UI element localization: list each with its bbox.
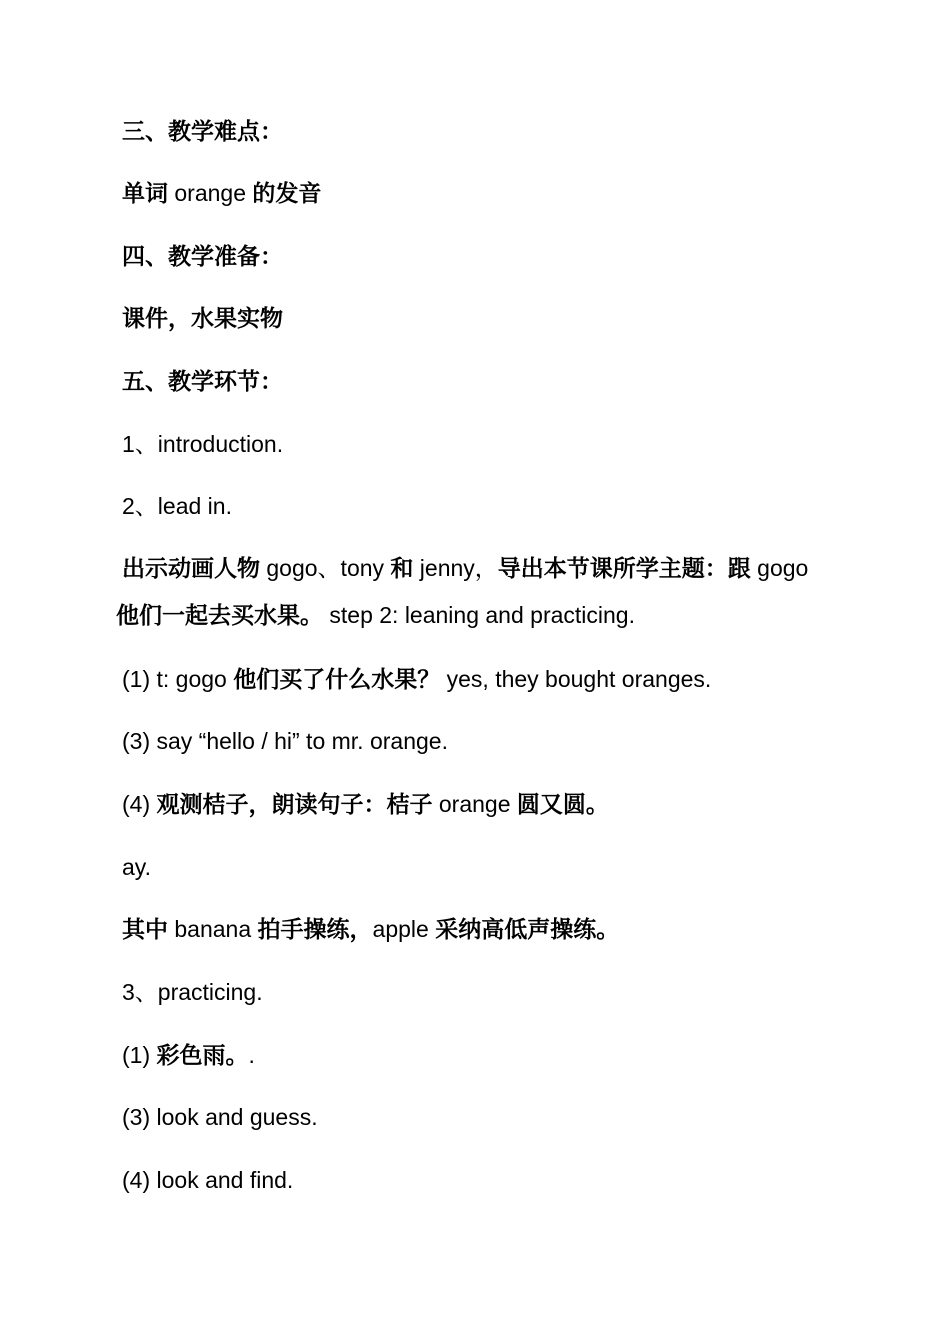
text-segment: apple	[372, 916, 436, 942]
text-segment: orange	[168, 180, 253, 206]
text-segment: gogo	[750, 555, 809, 581]
text-segment: 导出本节课所学主题：跟	[497, 555, 751, 581]
text-segment: 观测桔子，朗读句子：桔子	[156, 791, 433, 817]
text-segment: (1) t: gogo	[122, 666, 234, 692]
practicing-item-3: (3) look and guess.	[122, 1104, 318, 1130]
practice-item-4	[122, 789, 609, 819]
heading-teaching-preparation: 四、教学准备：	[122, 243, 283, 269]
text-segment: yes, they bought oranges.	[440, 666, 712, 692]
text-segment: .	[248, 1042, 255, 1068]
text-segment: 圆又圆。	[516, 791, 609, 817]
practicing-item-4: (4) look and find.	[122, 1167, 294, 1193]
text-segment: step 2: leaning and practicing.	[323, 602, 635, 628]
step-lead-in: 2、lead in.	[122, 493, 232, 519]
text-segment: (4)	[122, 791, 157, 817]
practicing-item-1	[122, 1040, 255, 1070]
heading-teaching-steps: 五、教学环节：	[122, 368, 283, 394]
text-segment: 其中	[122, 916, 168, 942]
text-segment: 他们买了什么水果？	[233, 666, 441, 692]
text-segment: banana	[168, 916, 258, 942]
step-practicing: 3、practicing.	[122, 979, 263, 1005]
lead-in-paragraph	[116, 545, 836, 639]
text-segment: jenny，	[413, 555, 498, 581]
text-segment: 单词	[122, 180, 168, 206]
text-segment: 和	[390, 555, 414, 581]
practice-item-1	[122, 664, 711, 694]
text-segment: 的发音	[252, 180, 322, 206]
difficulty-content	[122, 178, 321, 208]
text-line-ay: ay.	[122, 854, 151, 880]
heading-teaching-difficulty: 三、教学难点：	[122, 118, 283, 144]
text-segment: 拍手操练，	[257, 916, 373, 942]
step-introduction: 1、introduction.	[122, 431, 284, 457]
text-segment: 采纳高低声操练。	[435, 916, 620, 942]
practice-item-3: (3) say “hello / hi” to mr. orange.	[122, 728, 448, 754]
text-segment: orange	[432, 791, 517, 817]
preparation-content: 课件，水果实物	[122, 305, 283, 331]
text-segment: 出示动画人物	[122, 555, 260, 581]
text-segment: (1)	[122, 1042, 157, 1068]
text-segment: gogo、tony	[260, 555, 391, 581]
text-segment: 他们一起去买水果。	[116, 602, 323, 628]
drill-method-line	[122, 914, 619, 944]
text-segment: 彩色雨。	[156, 1042, 249, 1068]
